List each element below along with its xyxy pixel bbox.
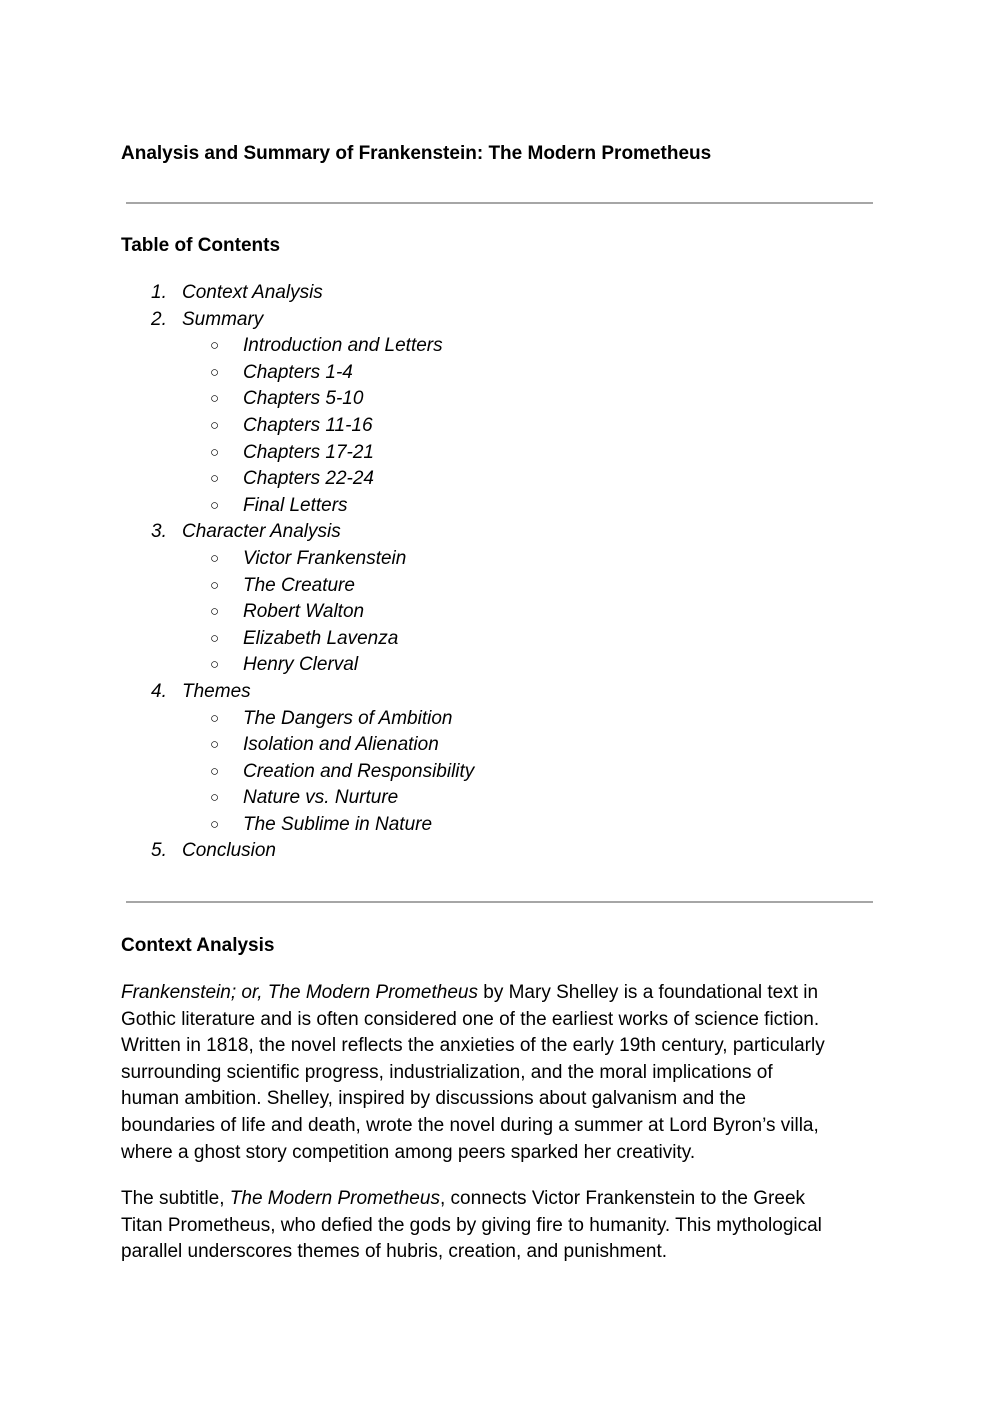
toc-sublabel: Henry Clerval <box>243 654 359 676</box>
hollow-circle-bullet-icon: ○ <box>210 390 220 408</box>
toc-label: Context Analysis <box>182 282 323 303</box>
paragraph-line: human ambition. Shelley, inspired by discussions about galvanism and the <box>121 1088 746 1110</box>
hollow-circle-bullet-icon: ○ <box>210 736 220 754</box>
hollow-circle-bullet-icon: ○ <box>210 470 220 488</box>
paragraph-text: , connects Victor Frankenstein to the Greek <box>439 1188 806 1209</box>
toc-sublabel: The Dangers of Ambition <box>243 707 453 729</box>
horizontal-divider <box>126 202 873 204</box>
toc-sublabel: Elizabeth Lavenza <box>243 627 399 649</box>
toc-label: Themes <box>182 680 251 702</box>
toc-label: Character Analysis <box>182 521 341 543</box>
hollow-circle-bullet-icon: ○ <box>210 363 220 381</box>
hollow-circle-bullet-icon: ○ <box>210 443 220 461</box>
toc-number: 2. <box>151 308 167 330</box>
subtitle-italic: The Modern Prometheus <box>229 1188 440 1209</box>
hollow-circle-bullet-icon: ○ <box>210 416 220 434</box>
toc-number: 3. <box>151 521 167 543</box>
context-paragraph-1 <box>121 980 881 1166</box>
hollow-circle-bullet-icon: ○ <box>210 762 220 780</box>
hollow-circle-bullet-icon: ○ <box>210 789 220 807</box>
toc-sublabel: The Creature <box>243 574 355 596</box>
hollow-circle-bullet-icon: ○ <box>210 629 220 647</box>
toc-number: 4. <box>151 680 167 702</box>
toc-heading: Table of Contents <box>121 235 281 256</box>
hollow-circle-bullet-icon: ○ <box>210 496 220 514</box>
toc-sublabel: Isolation and Alienation <box>243 734 439 756</box>
toc-sublabel: Robert Walton <box>243 601 365 623</box>
toc-label: Summary <box>182 308 264 330</box>
toc-sublabel: Chapters 11-16 <box>243 414 373 436</box>
toc-sublabel: Final Letters <box>243 494 348 516</box>
paragraph-line <box>121 1186 881 1213</box>
toc-sublabel: Chapters 22-24 <box>243 468 374 490</box>
paragraph-line <box>121 980 881 1007</box>
hollow-circle-bullet-icon: ○ <box>210 603 220 621</box>
paragraph-line: Written in 1818, the novel reflects the anxieties of the early 19th century, particularly <box>121 1035 825 1057</box>
hollow-circle-bullet-icon: ○ <box>210 656 220 674</box>
horizontal-divider <box>126 901 873 903</box>
toc-number: 1. <box>151 282 167 303</box>
book-title-italic: Frankenstein; or, The Modern Prometheus <box>121 982 478 1003</box>
hollow-circle-bullet-icon: ○ <box>210 576 220 594</box>
toc-label: Conclusion <box>182 840 276 862</box>
paragraph-text: by Mary Shelley is a foundational text in <box>477 982 819 1003</box>
document-title: Analysis and Summary of Frankenstein: The Modern Prometheus <box>121 143 712 164</box>
paragraph-line: Gothic literature and is often considered one of the earliest works of science fiction. <box>121 1008 820 1030</box>
context-paragraph-2 <box>121 1186 881 1266</box>
context-analysis-heading: Context Analysis <box>121 935 275 956</box>
paragraph-line: surrounding scientific progress, industrialization, and the moral implications of <box>121 1061 773 1083</box>
toc-sublabel: Chapters 17-21 <box>243 441 374 463</box>
toc-sublabel: Victor Frankenstein <box>243 547 407 569</box>
toc-sublabel: Chapters 5-10 <box>243 388 364 410</box>
toc-sublabel: Chapters 1-4 <box>243 361 353 383</box>
toc-sublabel: Nature vs. Nurture <box>243 787 399 809</box>
paragraph-line: parallel underscores themes of hubris, creation, and punishment. <box>121 1241 668 1263</box>
paragraph-line: Titan Prometheus, who defied the gods by giving fire to humanity. This mythological <box>121 1214 822 1236</box>
hollow-circle-bullet-icon: ○ <box>210 709 220 727</box>
hollow-circle-bullet-icon: ○ <box>210 549 220 567</box>
hollow-circle-bullet-icon: ○ <box>210 815 220 833</box>
toc-number: 5. <box>151 840 167 862</box>
paragraph-line: where a ghost story competition among peers sparked her creativity. <box>121 1141 696 1163</box>
toc-sublabel: Creation and Responsibility <box>243 760 475 782</box>
paragraph-text: The subtitle, <box>121 1188 230 1209</box>
paragraph-line: boundaries of life and death, wrote the novel during a summer at Lord Byron’s villa, <box>121 1114 819 1136</box>
hollow-circle-bullet-icon: ○ <box>210 337 220 355</box>
toc-sublabel: The Sublime in Nature <box>243 813 433 835</box>
toc-sublabel: Introduction and Letters <box>243 335 443 357</box>
